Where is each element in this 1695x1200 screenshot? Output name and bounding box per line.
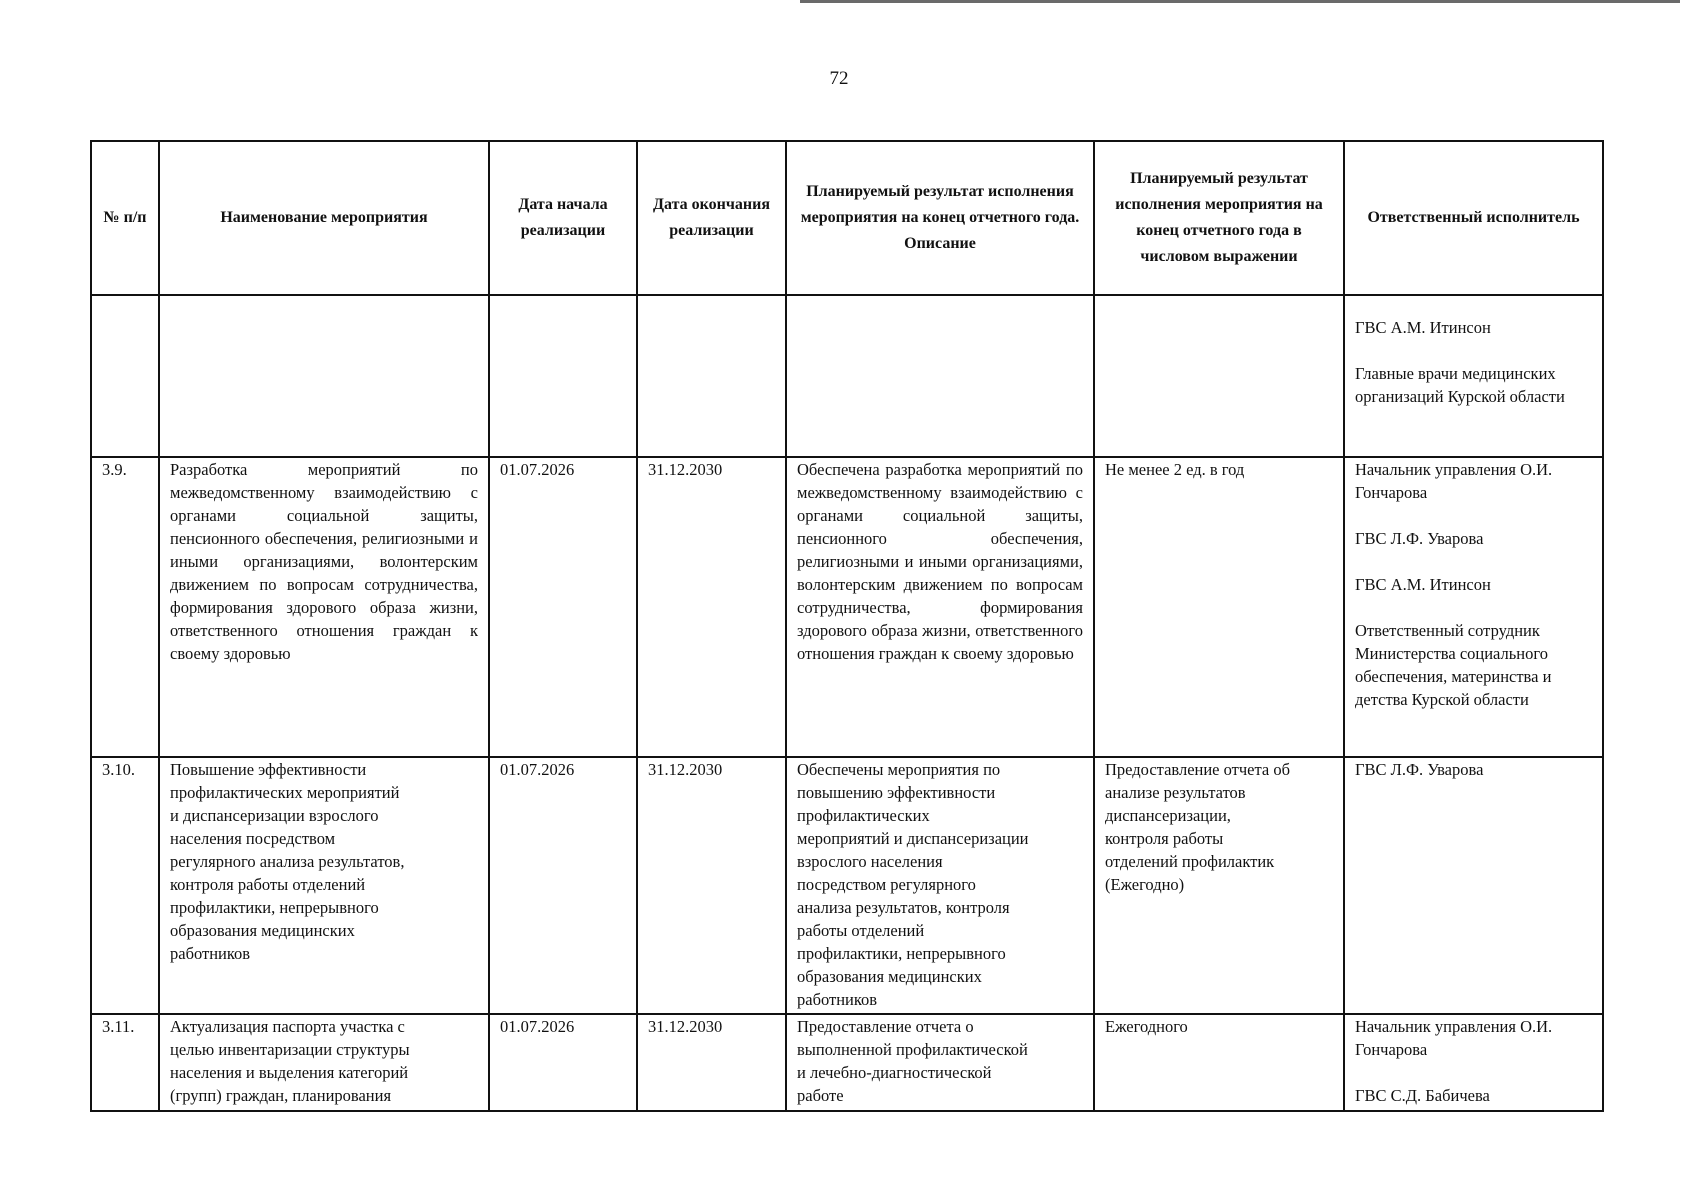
text-line: анализе результатов <box>1105 783 1246 802</box>
result-description-cell <box>786 757 1094 1014</box>
responsible-entry: ГВС А.М. Итинсон <box>1355 575 1491 594</box>
activities-table <box>90 140 1604 1112</box>
text-line: образования медицинских <box>797 967 982 986</box>
end-date-cell: 31.12.2030 <box>637 457 786 757</box>
header-end-date: Дата окончания реализации <box>637 141 786 295</box>
result-numeric-cell <box>1094 757 1344 1014</box>
responsible-entry: Ответственный сотрудник Министерства социального обеспечения, материнства и детства Курской области <box>1355 621 1552 709</box>
text-line: диспансеризации, <box>1105 806 1231 825</box>
header-num: № п/п <box>91 141 159 295</box>
row-number-cell: 3.10. <box>91 757 159 1014</box>
responsible-entry: ГВС А.М. Итинсон <box>1355 318 1491 337</box>
start-date-cell <box>489 295 637 457</box>
text-line: взрослого населения <box>797 852 943 871</box>
responsible-entry: Начальник управления О.И. Гончарова <box>1355 460 1553 502</box>
row-number-cell: 3.11. <box>91 1014 159 1111</box>
activity-name-cell: Разработка мероприятий по межведомственному взаимодействию с органами социальной защиты, пенсионного обеспечения, религиозными и иными организациями, волонтерским движением по вопросам сотрудничества, формирования здорового образа жизни, ответственного отношения граждан к своему здоровью <box>159 457 489 757</box>
text-line: регулярного анализа результатов, <box>170 852 405 871</box>
start-date-cell: 01.07.2026 <box>489 457 637 757</box>
activity-name-cell <box>159 757 489 1014</box>
text-line: контроля работы отделений <box>170 875 366 894</box>
responsible-entry: Главные врачи медицинских организаций Курской области <box>1355 364 1565 406</box>
text-line: посредством регулярного <box>797 875 976 894</box>
table-row <box>91 757 1603 1014</box>
text-line: контроля работы <box>1105 829 1224 848</box>
responsible-entry: Начальник управления О.И. Гончарова <box>1355 1017 1553 1059</box>
text-line: работников <box>797 990 878 1009</box>
end-date-cell <box>637 295 786 457</box>
result-description-cell: Обеспечена разработка мероприятий по межведомственному взаимодействию с органами социальной защиты, пенсионного обеспечения, религиозными и иными организациями, волонтерским движением по вопросам сотрудничества, формирования здорового образа жизни, ответственного отношения граждан к своему здоровью <box>786 457 1094 757</box>
responsible-entry: ГВС Л.Ф. Уварова <box>1355 529 1484 548</box>
header-start-date: Дата начала реализации <box>489 141 637 295</box>
text-line: работе <box>797 1086 844 1105</box>
header-responsible: Ответственный исполнитель <box>1344 141 1603 295</box>
text-line: и диспансеризации взрослого <box>170 806 379 825</box>
text-line: Предоставление отчета о <box>797 1017 974 1036</box>
text-line: профилактических <box>797 806 930 825</box>
text-line: профилактических мероприятий <box>170 783 400 802</box>
table-row <box>91 1014 1603 1111</box>
header-name: Наименование мероприятия <box>159 141 489 295</box>
table-row <box>91 457 1603 757</box>
text-line: населения и выделения категорий <box>170 1063 409 1082</box>
row-number-cell: 3.9. <box>91 457 159 757</box>
end-date-cell: 31.12.2030 <box>637 757 786 1014</box>
responsible-entry: ГВС С.Д. Бабичева <box>1355 1086 1490 1105</box>
text-line: профилактики, непрерывного <box>797 944 1006 963</box>
header-result-numeric: Планируемый результат исполнения мероприятия на конец отчетного года в числовом выражении <box>1094 141 1344 295</box>
result-numeric-cell: Не менее 2 ед. в год <box>1094 457 1344 757</box>
text-line: и лечебно-диагностической <box>797 1063 992 1082</box>
text-line: (Ежегодно) <box>1105 875 1185 894</box>
text-line: Предоставление отчета об <box>1105 760 1290 779</box>
result-description-cell <box>786 1014 1094 1111</box>
text-line: работников <box>170 944 251 963</box>
result-numeric-cell: Ежегодного <box>1094 1014 1344 1111</box>
text-line: работы отделений <box>797 921 925 940</box>
table-row <box>91 295 1603 457</box>
activity-name-cell <box>159 1014 489 1111</box>
text-line: профилактики, непрерывного <box>170 898 379 917</box>
text-line: Актуализация паспорта участка с <box>170 1017 405 1036</box>
page-number: 72 <box>829 68 849 89</box>
row-number-cell <box>91 295 159 457</box>
responsible-entry: ГВС Л.Ф. Уварова <box>1355 760 1484 779</box>
responsible-cell <box>1344 757 1603 1014</box>
responsible-cell <box>1344 1014 1603 1111</box>
text-line: мероприятий и диспансеризации <box>797 829 1029 848</box>
text-line: Повышение эффективности <box>170 760 367 779</box>
text-line: отделений профилактик <box>1105 852 1275 871</box>
responsible-cell <box>1344 457 1603 757</box>
result-numeric-cell <box>1094 295 1344 457</box>
text-line: целью инвентаризации структуры <box>170 1040 410 1059</box>
header-result-description: Планируемый результат исполнения мероприятия на конец отчетного года. Описание <box>786 141 1094 295</box>
text-line: образования медицинских <box>170 921 355 940</box>
text-line: (групп) граждан, планирования <box>170 1086 392 1105</box>
responsible-cell <box>1344 295 1603 457</box>
text-line: Обеспечены мероприятия по <box>797 760 1001 779</box>
start-date-cell: 01.07.2026 <box>489 757 637 1014</box>
result-description-cell <box>786 295 1094 457</box>
table-header-row <box>91 141 1603 295</box>
activity-name-cell <box>159 295 489 457</box>
scan-edge-line <box>800 0 1680 3</box>
start-date-cell: 01.07.2026 <box>489 1014 637 1111</box>
end-date-cell: 31.12.2030 <box>637 1014 786 1111</box>
text-line: анализа результатов, контроля <box>797 898 1010 917</box>
text-line: повышению эффективности <box>797 783 996 802</box>
text-line: населения посредством <box>170 829 336 848</box>
text-line: выполненной профилактической <box>797 1040 1028 1059</box>
